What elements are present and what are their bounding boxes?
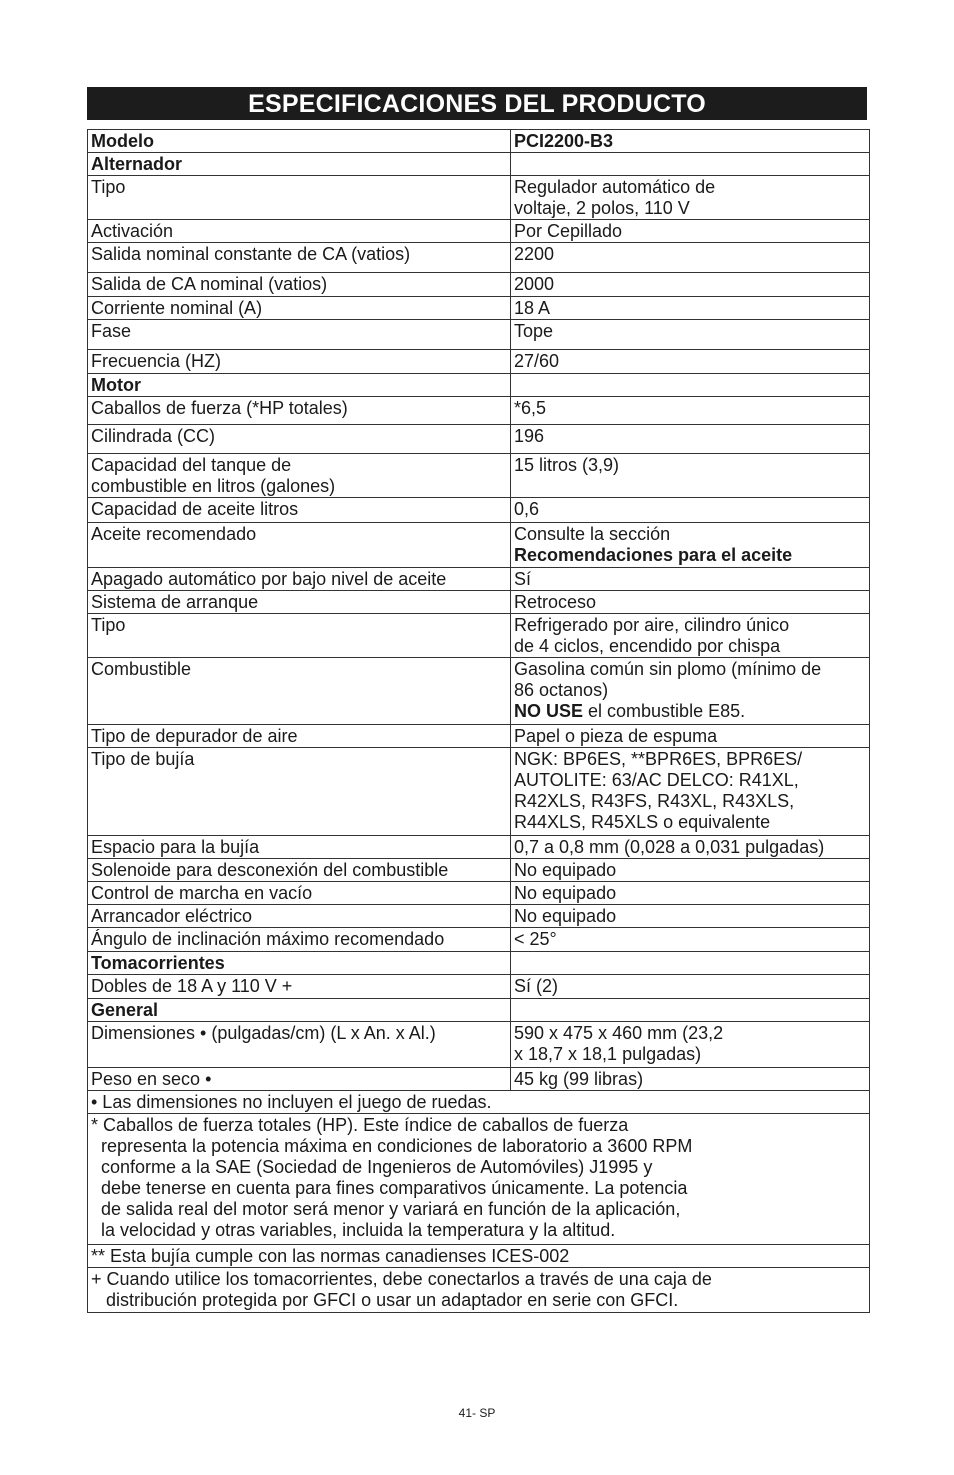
table-row xyxy=(88,220,870,243)
footnote-row xyxy=(88,1091,870,1114)
footnote xyxy=(88,1245,870,1268)
spec-value xyxy=(511,568,870,591)
text: 2200 xyxy=(514,244,555,264)
table-row xyxy=(88,1022,870,1068)
spec-value xyxy=(511,425,870,454)
text: Caballos de fuerza (*HP totales) xyxy=(91,398,348,418)
footnote-text: + Cuando utilice los tomacorrientes, debe conectarlos a través de una caja de distribución protegida por GFCI o usar un adaptador en serie con GFCI. xyxy=(91,1269,712,1310)
spec-label xyxy=(88,859,511,882)
text: Tipo de depurador de aire xyxy=(91,726,298,746)
spec-label xyxy=(88,748,511,836)
spec-value xyxy=(511,498,870,523)
spec-value xyxy=(511,975,870,999)
spec-label xyxy=(88,498,511,523)
spec-label xyxy=(88,523,511,568)
spec-label xyxy=(88,320,511,350)
table-row xyxy=(88,297,870,320)
bold-text: PCI2200-B3 xyxy=(514,131,614,151)
table-row xyxy=(88,153,870,176)
spec-label xyxy=(88,905,511,928)
table-row xyxy=(88,454,870,498)
text: Tipo xyxy=(91,177,126,197)
spec-value xyxy=(511,952,870,975)
spec-label xyxy=(88,454,511,498)
table-row xyxy=(88,859,870,882)
text: 196 xyxy=(514,426,545,446)
spec-value xyxy=(511,153,870,176)
text: No equipado xyxy=(514,883,617,903)
bold-text: Tomacorrientes xyxy=(91,953,225,973)
text: 45 kg (99 libras) xyxy=(514,1069,644,1089)
text: Tope xyxy=(514,321,554,341)
text: Peso en seco • xyxy=(91,1069,212,1089)
bold-text: Alternador xyxy=(91,154,183,174)
table-row xyxy=(88,905,870,928)
spec-label xyxy=(88,176,511,220)
spec-value xyxy=(511,1068,870,1091)
footnote xyxy=(88,1091,870,1114)
spec-label xyxy=(88,975,511,999)
text: Retroceso xyxy=(514,592,597,612)
table-row xyxy=(88,1068,870,1091)
spec-value xyxy=(511,658,870,725)
spec-label xyxy=(88,374,511,397)
text: Combustible xyxy=(91,659,192,679)
spec-value xyxy=(511,725,870,748)
spec-value xyxy=(511,748,870,836)
spec-value xyxy=(511,273,870,297)
text: Espacio para la bujía xyxy=(91,837,260,857)
table-row xyxy=(88,243,870,273)
spec-value xyxy=(511,836,870,859)
spec-value xyxy=(511,928,870,952)
table-row xyxy=(88,130,870,153)
table-row xyxy=(88,498,870,523)
table-row xyxy=(88,614,870,658)
spec-value xyxy=(511,176,870,220)
text: Corriente nominal (A) xyxy=(91,298,263,318)
spec-table-body xyxy=(88,130,870,1313)
footnote-row xyxy=(88,1245,870,1268)
spec-label xyxy=(88,568,511,591)
text: Aceite recomendado xyxy=(91,524,257,544)
footnote-row xyxy=(88,1268,870,1313)
footnote-text: • Las dimensiones no incluyen el juego de ruedas. xyxy=(91,1092,492,1112)
table-row xyxy=(88,952,870,975)
text: Gasolina común sin plomo (mínimo de 86 octanos) xyxy=(514,659,822,700)
text: No equipado xyxy=(514,860,617,880)
text: Dimensiones • (pulgadas/cm) (L x An. x Al.) xyxy=(91,1023,436,1043)
text: 18 A xyxy=(514,298,551,318)
text: Salida nominal constante de CA (vatios) xyxy=(91,244,411,264)
spec-value xyxy=(511,350,870,374)
spec-value xyxy=(511,320,870,350)
text: Sí (2) xyxy=(514,976,559,996)
spec-label xyxy=(88,591,511,614)
table-row xyxy=(88,374,870,397)
text: < 25° xyxy=(514,929,557,949)
footnote-text: * Caballos de fuerza totales (HP). Este índice de caballos de fuerza representa la potencia máxima en condiciones de laboratorio a 3600 RPM conforme a la SAE (Sociedad de Ingenieros de Automóviles) J1995 y debe tenerse en cuenta para fines comparativos únicamente. La potencia de salida real del motor será menor y variará en función de la aplicación, la velocidad y otras variables, incluida la temperatura y la altitud. xyxy=(91,1115,693,1240)
spec-label xyxy=(88,1022,511,1068)
bold-text: Recomendaciones para el aceite xyxy=(514,545,793,565)
spec-label xyxy=(88,130,511,153)
text: Consulte la sección xyxy=(514,524,671,544)
table-row xyxy=(88,591,870,614)
spec-value xyxy=(511,397,870,425)
text: 2000 xyxy=(514,274,555,294)
text: el combustible E85. xyxy=(583,701,746,721)
table-row xyxy=(88,320,870,350)
text: No equipado xyxy=(514,906,617,926)
table-row xyxy=(88,397,870,425)
spec-label xyxy=(88,836,511,859)
spec-value xyxy=(511,905,870,928)
text: Fase xyxy=(91,321,132,341)
bold-text: General xyxy=(91,1000,159,1020)
footnote xyxy=(88,1268,870,1313)
spec-value xyxy=(511,454,870,498)
text: NGK: BP6ES, **BPR6ES, BPR6ES/ AUTOLITE: 63/AC DELCO: R41XL, R42XLS, R43FS, R43XL, R43XLS, R44XLS, R45XLS o equivalente xyxy=(514,749,803,832)
text: Papel o pieza de espuma xyxy=(514,726,718,746)
table-row xyxy=(88,999,870,1022)
text: Salida de CA nominal (vatios) xyxy=(91,274,328,294)
spec-label xyxy=(88,153,511,176)
spec-label xyxy=(88,425,511,454)
text: Capacidad del tanque de combustible en litros (galones) xyxy=(91,455,336,496)
text: Tipo de bujía xyxy=(91,749,195,769)
spec-label xyxy=(88,350,511,374)
spec-label xyxy=(88,928,511,952)
text: Arrancador eléctrico xyxy=(91,906,253,926)
spec-value xyxy=(511,523,870,568)
spec-value xyxy=(511,614,870,658)
spec-table xyxy=(87,129,870,1313)
text: Frecuencia (HZ) xyxy=(91,351,222,371)
spec-value xyxy=(511,130,870,153)
spec-value xyxy=(511,591,870,614)
table-row xyxy=(88,350,870,374)
text: 590 x 475 x 460 mm (23,2 x 18,7 x 18,1 pulgadas) xyxy=(514,1023,724,1064)
text: 15 litros (3,9) xyxy=(514,455,620,475)
table-row xyxy=(88,658,870,725)
text: Solenoide para desconexión del combustible xyxy=(91,860,449,880)
spec-label xyxy=(88,243,511,273)
table-row xyxy=(88,836,870,859)
spec-label xyxy=(88,220,511,243)
table-row xyxy=(88,748,870,836)
bold-text: Motor xyxy=(91,375,141,395)
footnote-text: ** Esta bujía cumple con las normas canadienses ICES-002 xyxy=(91,1246,570,1266)
table-row xyxy=(88,523,870,568)
table-row xyxy=(88,425,870,454)
text: Activación xyxy=(91,221,174,241)
spec-value xyxy=(511,999,870,1022)
spec-label xyxy=(88,725,511,748)
spec-value xyxy=(511,220,870,243)
text: Apagado automático por bajo nivel de aceite xyxy=(91,569,447,589)
text: Dobles de 18 A y 110 V + xyxy=(91,976,293,996)
text: Sistema de arranque xyxy=(91,592,259,612)
text: Regulador automático de voltaje, 2 polos, 110 V xyxy=(514,177,716,218)
text: 27/60 xyxy=(514,351,560,371)
text: 0,7 a 0,8 mm (0,028 a 0,031 pulgadas) xyxy=(514,837,825,857)
table-row xyxy=(88,176,870,220)
text: Capacidad de aceite litros xyxy=(91,499,299,519)
page-title: ESPECIFICACIONES DEL PRODUCTO xyxy=(87,87,867,120)
table-row xyxy=(88,273,870,297)
text: Ángulo de inclinación máximo recomendado xyxy=(91,929,445,949)
text: Refrigerado por aire, cilindro único de 4 ciclos, encendido por chispa xyxy=(514,615,790,656)
text: Control de marcha en vacío xyxy=(91,883,313,903)
spec-label xyxy=(88,614,511,658)
spec-label xyxy=(88,952,511,975)
footnote xyxy=(88,1114,870,1245)
text: Tipo xyxy=(91,615,126,635)
spec-label xyxy=(88,297,511,320)
spec-value xyxy=(511,859,870,882)
text: *6,5 xyxy=(514,398,547,418)
spec-value xyxy=(511,1022,870,1068)
table-row xyxy=(88,725,870,748)
table-row xyxy=(88,568,870,591)
text: Cilindrada (CC) xyxy=(91,426,216,446)
spec-value xyxy=(511,882,870,905)
spec-value xyxy=(511,243,870,273)
footnote-row xyxy=(88,1114,870,1245)
table-row xyxy=(88,882,870,905)
table-row xyxy=(88,975,870,999)
spec-label xyxy=(88,1068,511,1091)
spec-label xyxy=(88,999,511,1022)
bold-text: NO USE xyxy=(514,701,584,721)
text: 0,6 xyxy=(514,499,540,519)
spec-label xyxy=(88,882,511,905)
text: Por Cepillado xyxy=(514,221,623,241)
text: Sí xyxy=(514,569,532,589)
spec-label xyxy=(88,658,511,725)
table-row xyxy=(88,928,870,952)
page-number: 41- SP xyxy=(458,1406,496,1420)
spec-label xyxy=(88,397,511,425)
spec-label xyxy=(88,273,511,297)
spec-value xyxy=(511,374,870,397)
spec-value xyxy=(511,297,870,320)
bold-text: Modelo xyxy=(91,131,154,151)
